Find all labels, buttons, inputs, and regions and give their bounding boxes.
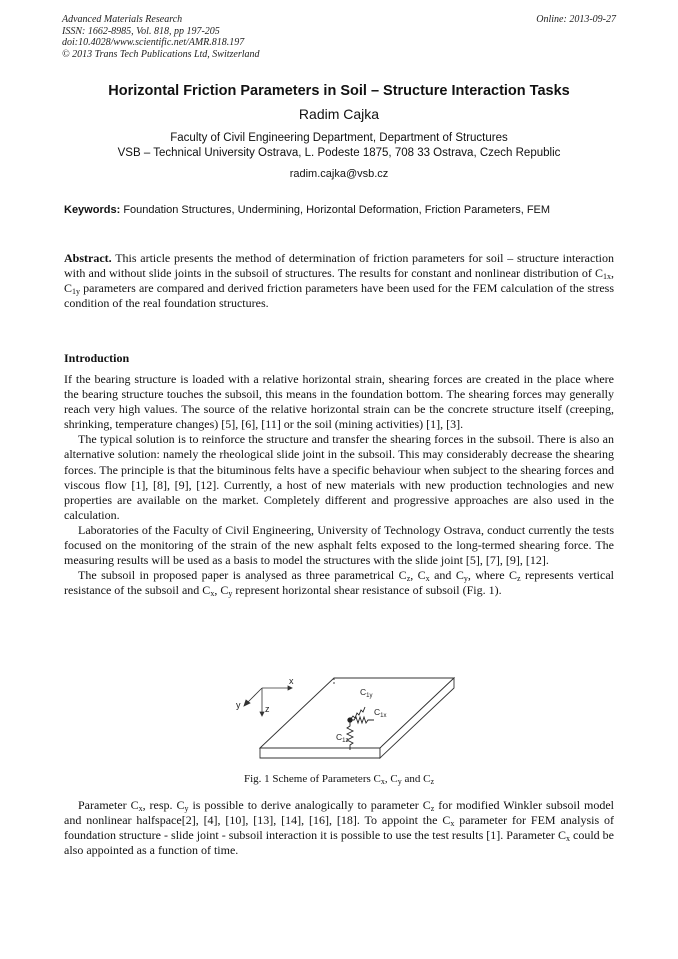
axis-z-label: z bbox=[265, 704, 270, 714]
abstract-sub-1y: 1y bbox=[72, 287, 81, 297]
p4-text-c: and C bbox=[429, 568, 464, 583]
after-sub-x-3: x bbox=[565, 834, 570, 844]
after-text-5: parameter for FEM analysis of foundation structure - slide joint - subsoil interaction it is possible to use the test results [1]. Parameter C bbox=[64, 813, 614, 843]
p4-text-g: represent horizontal shear resistance of subsoil (Fig. 1). bbox=[232, 583, 502, 598]
journal-copyright: © 2013 Trans Tech Publications Ltd, Switzerland bbox=[62, 48, 260, 60]
p4-sub-z-2: z bbox=[516, 574, 521, 584]
after-figure-body bbox=[64, 798, 614, 858]
caption-text-c: and C bbox=[401, 773, 431, 785]
after-sub-y: y bbox=[184, 804, 189, 813]
paper-title: Horizontal Friction Parameters in Soil – Structure Interaction Tasks bbox=[108, 83, 570, 99]
p4-sub-y-2: y bbox=[228, 589, 233, 599]
keywords-label: Keywords: bbox=[64, 204, 121, 216]
axis-y-label: y bbox=[236, 700, 241, 710]
after-sub-x-1: x bbox=[138, 804, 143, 813]
after-sub-z: z bbox=[430, 804, 435, 813]
p4-text-e: represents vertical resistance of the subsoil and C bbox=[64, 568, 614, 598]
after-text-3: is possible to derive analogically to parameter C bbox=[188, 798, 431, 812]
intro-paragraph-1: If the bearing structure is loaded with a relative horizontal strain, shearing forces are created in the place where the bearing structure touches the subsoil, this means in the foundation bottom. The shearing forces may generally reach very high values. The source of the relative horizontal strain can be the concrete structure itself (creeping, shrinking, temperature changes) [5], [6], [11] or the soil (mining activities) [1], [3]. bbox=[64, 372, 614, 432]
p4-sub-x-2: x bbox=[210, 589, 215, 599]
journal-doi: doi:10.4028/www.scientific.net/AMR.818.197 bbox=[62, 37, 245, 48]
abstract-text-2: , C bbox=[64, 266, 614, 296]
intro-paragraph-3: Laboratories of the Faculty of Civil Engineering, University of Technology Ostrava, conduct currently the tests focused on the monitoring of the strain of the new asphalt felts exposed to the long-termed shearing force. The measuring results will be used as a basis to model the structures with the slide joint [5], [7], [9], [12]. bbox=[64, 522, 614, 568]
label-c1x-main: C bbox=[374, 707, 381, 717]
affiliation-line-1: Faculty of Civil Engineering Department, Department of Structures bbox=[170, 132, 508, 144]
after-sub-x-2: x bbox=[450, 819, 455, 829]
author-email: radim.cajka@vsb.cz bbox=[289, 168, 389, 180]
caption-text-a: Fig. 1 Scheme of Parameters C bbox=[243, 773, 381, 785]
keywords-text: Foundation Structures, Undermining, Horizontal Deformation, Friction Parameters, FEM bbox=[123, 204, 551, 216]
caption-text-b: , C bbox=[384, 773, 398, 785]
p4-sub-z: z bbox=[406, 574, 411, 584]
intro-paragraph-4 bbox=[64, 568, 614, 598]
p4-text-b: , C bbox=[410, 568, 426, 583]
label-c1x-sub: 1x bbox=[380, 713, 387, 719]
label-c1z-main: C bbox=[336, 732, 343, 742]
online-date: Online: 2013-09-27 bbox=[536, 14, 616, 25]
abstract-sub-1x: 1x bbox=[603, 272, 611, 282]
foundation-slab-icon bbox=[260, 678, 454, 758]
p4-text-f: , C bbox=[214, 583, 229, 598]
caption-sub-x: x bbox=[380, 777, 385, 786]
label-c1y-main: C bbox=[360, 687, 367, 697]
caption-sub-z: z bbox=[430, 777, 434, 786]
journal-name: Advanced Materials Research bbox=[62, 14, 183, 25]
introduction-heading: Introduction bbox=[64, 351, 130, 365]
journal-header bbox=[62, 14, 616, 60]
figure-1-caption bbox=[0, 773, 678, 785]
abstract-text-3: parameters are compared and derived friction parameters have been used for the FEM calculation of the stress condition of the real foundation structures. bbox=[64, 281, 614, 311]
intro-paragraph-2: The typical solution is to reinforce the structure and transfer the shearing forces in the subsoil. There is also an alternative solution: namely the rheological slide joint in the subsoil. This may considerably decrease the shearing forces. The principle is that the bituminous felts have a specific behaviour when subject to the shearing forces and viscous flow [1], [8], [9], [12]. Currently, a host of new materials with new production technologies and new properties are available on the market. Completely different and progressive approaches are also used in the calculation. bbox=[64, 432, 614, 522]
caption-sub-y: y bbox=[397, 777, 402, 786]
p4-text-a: The subsoil in proposed paper is analysed as three parametrical C bbox=[78, 568, 407, 583]
abstract-text-1: This article presents the method of determination of friction parameters for soil – structure interaction with and without slide joints in the subsoil of structures. The results for constant and nonlinear distribution of C bbox=[64, 251, 614, 281]
p4-sub-x: x bbox=[425, 574, 430, 584]
abstract-label: Abstract. bbox=[64, 251, 112, 265]
after-text-2: , resp. C bbox=[142, 798, 185, 812]
paper-author: Radim Cajka bbox=[298, 106, 380, 122]
after-text-6: could be also appointed as a function of time. bbox=[64, 828, 614, 858]
affiliation-line-2: VSB – Technical University Ostrava, L. Podeste 1875, 708 33 Ostrava, Czech Republic bbox=[117, 147, 561, 159]
keywords bbox=[64, 203, 614, 218]
paper-affiliation bbox=[0, 131, 678, 161]
label-c1z-sub: 1z bbox=[342, 738, 349, 744]
p4-sub-y: y bbox=[463, 574, 468, 584]
after-text-1: Parameter C bbox=[78, 798, 139, 812]
label-c1y-sub: 1y bbox=[366, 693, 373, 699]
journal-issn: ISSN: 1662-8985, Vol. 818, pp 197-205 bbox=[62, 25, 220, 37]
after-figure-paragraph bbox=[64, 798, 614, 858]
p4-text-d: , where C bbox=[467, 568, 517, 583]
after-text-4: for modified Winkler subsoil model and nonlinear halfspace[2], [4], [10], [13], [14], [16], [18]. To appoint the C bbox=[64, 798, 614, 828]
axis-x-label: x bbox=[289, 676, 294, 686]
abstract bbox=[64, 251, 614, 311]
figure-1-scheme bbox=[224, 668, 464, 768]
introduction-body bbox=[64, 372, 614, 598]
